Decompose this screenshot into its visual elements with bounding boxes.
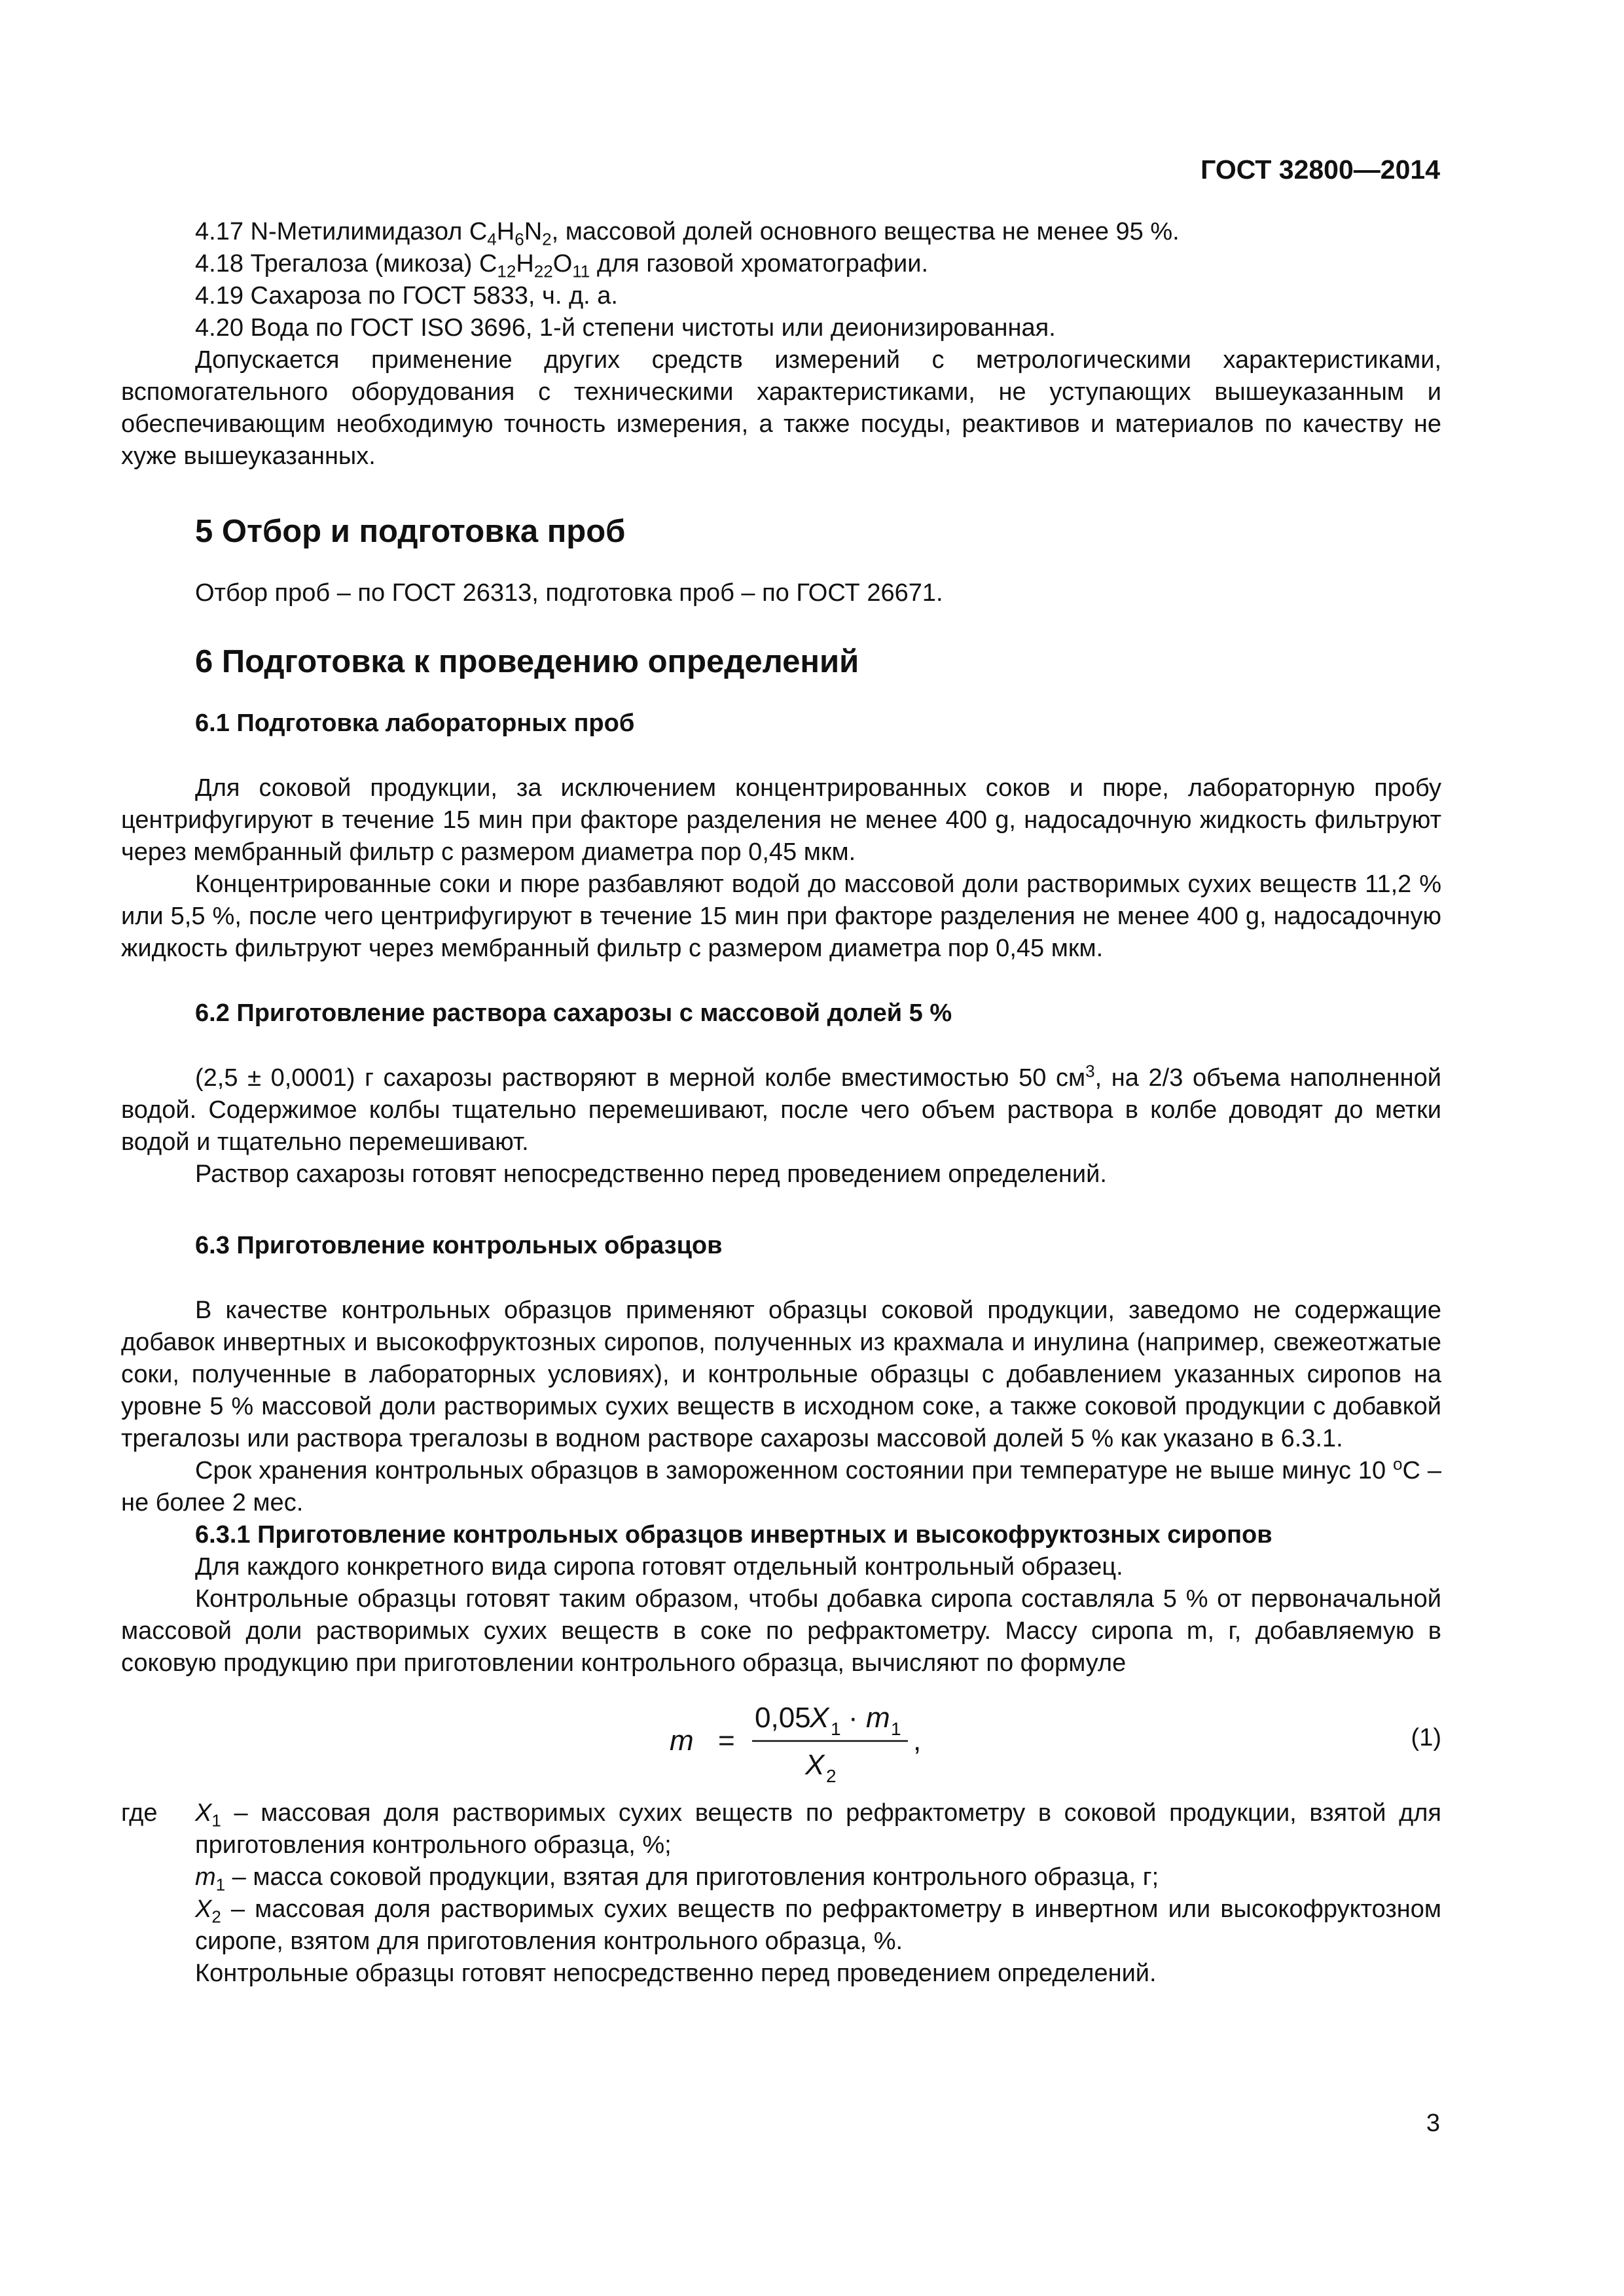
item-4-18: 4.18 Трегалоза (микоза) $C_{12}H_{22}O_{11}$ для газовой хроматографии. [195,250,929,281]
document-header: ГОСТ 32800—2014 [1200,154,1440,185]
section-6-3-title: 6.3 Приготовление контрольных образцов [195,1232,723,1259]
formula-dot: · [848,1702,858,1734]
formula-expression [664,1693,939,1797]
allowance-paragraph: Допускается применение других средств измерений с метрологическими характеристиками, вспомогательного оборудования с техническими характеристиками, не уступающих вышеуказанным и обеспечивающим необходимую точность измерения, а также посуды, реактивов и материалов по качеству не хуже вышеуказанных. [121,346,1441,470]
definition-x1: где $X_1$ – массовая доля растворимых сухих веществ по рефрактометру в соковой продукции, взятой для приготовления контрольного образца, %; [121,1797,1441,1861]
page-number: 3 [1426,2109,1440,2137]
formula-x2: X [805,1749,825,1781]
section-6-2-title: 6.2 Приготовление раствора сахарозы с массовой долей 5 % [195,999,952,1027]
section-6-3-p1: В качестве контрольных образцов применяют образцы соковой продукции, заведомо не содержащие добавок инвертных и высокофруктозных сиропов, полученных из крахмала и инулина (например, свежеотжатые соки, полученные в лабораторных условиях), и контрольные образцы с добавлением указанных сиропов на уровне 5 % массовой доли растворимых сухих веществ в исходном соке, а также соковой продукции с добавкой трегалозы или раствора трегалозы в водном растворе сахарозы массовой долей 5 % как указано в 6.3.1. [121,1297,1441,1452]
page-content [121,216,1441,1990]
section-6-3-1-title: 6.3.1 Приготовление контрольных образцов инвертных и высокофруктозных сиропов [195,1521,1272,1549]
item-4-19: 4.19 Сахароза по ГОСТ 5833, ч. д. а. [195,282,618,310]
section-6-2-p2: Раствор сахарозы готовят непосредственно перед проведением определений. [195,1160,1107,1188]
formula-svg [664,1693,939,1791]
section-6-1-p1: Для соковой продукции, за исключением концентрированных соков и пюре, лабораторную пробу центрифугируют в течение 15 мин при факторе разделения не менее 400 g, надосадочную жидкость фильтруют через мембранный фильтр с размером диаметра пор 0,45 мкм. [121,774,1441,866]
formula-x1-sub: 1 [831,1719,841,1739]
formula-1 [121,1693,1441,1791]
section-6-1-title: 6.1 Подготовка лабораторных проб [195,709,635,737]
section-6-2-p1: (2,5 ± 0,0001) г сахарозы растворяют в мерной колбе вместимостью 50 $см^3$, на 2/3 объема наполненной водой. Содержимое колбы тщательно перемешивают, после чего объем раствора в колбе доводят до метки водой и тщательно перемешивают. [121,1061,1441,1156]
formula-number: (1) [1411,1724,1441,1751]
formula-m1-sub: 1 [891,1719,901,1739]
section-6-3-p2: Срок хранения контрольных образцов в замороженном состоянии при температуре не выше минус 10 $^о$С – не более 2 мес. [121,1454,1441,1516]
section-6-3-1-p1: Для каждого конкретного вида сиропа готовят отдельный контрольный образец. [195,1553,1123,1581]
formula-m1: m [866,1702,890,1734]
formula-x2-sub: 2 [826,1766,837,1786]
formula-lhs: m [670,1725,694,1757]
formula-x1: X [810,1702,829,1734]
closing-paragraph: Контрольные образцы готовят непосредственно перед проведением определений. [195,1960,1157,1987]
section-5-title: 5 Отбор и подготовка проб [195,514,626,549]
where-label: где [121,1799,158,1827]
formula-coef: 0,05 [755,1702,811,1734]
definition-x2: $X_2$ – массовая доля растворимых сухих веществ по рефрактометру в инвертном или высокофруктозном сиропе, взятом для приготовления контрольного образца, %. [195,1895,1441,1955]
definition-m1: $m_1$ – масса соковой продукции, взятая для приготовления контрольного образца, г; [195,1863,1159,1895]
section-5-text: Отбор проб – по ГОСТ 26313, подготовка проб – по ГОСТ 26671. [195,579,943,607]
section-6-1-p2: Концентрированные соки и пюре разбавляют водой до массовой доли растворимых сухих веществ 11,2 % или 5,5 %, после чего центрифугируют в течение 15 мин при факторе разделения не менее 400 g, надосадочную жидкость фильтруют через мембранный фильтр с размером диаметра пор 0,45 мкм. [121,870,1441,962]
formula-comma: , [913,1725,922,1757]
item-4-17: 4.17 N-Метилимидазол $C_4H_6N_2$, массовой долей основного вещества не менее 95 %. [195,218,1180,249]
section-6-3-1-p2: Контрольные образцы готовят таким образом, чтобы добавка сиропа составляла 5 % от первоначальной массовой доли растворимых сухих веществ в соке по рефрактометру. Массу сиропа m, г, добавляемую в соковую продукцию при приготовлении контрольного образца, вычисляют по формуле [121,1585,1441,1677]
section-6-title: 6 Подготовка к проведению определений [195,644,859,679]
item-4-20: 4.20 Вода по ГОСТ ISO 3696, 1-й степени чистоты или деионизированная. [195,314,1056,342]
formula-equals: = [718,1725,735,1757]
